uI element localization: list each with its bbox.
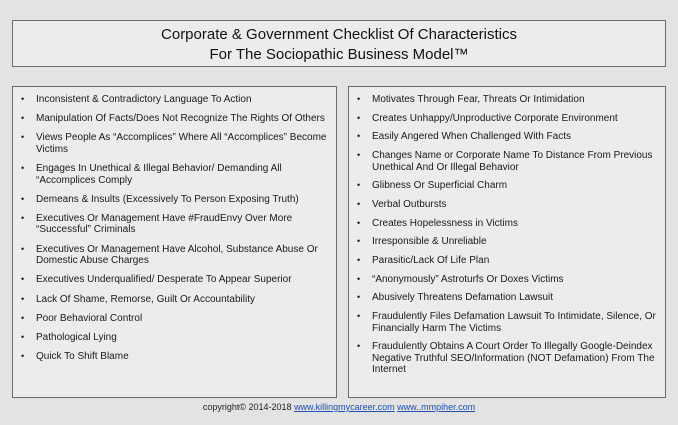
checklist-item-text: Inconsistent & Contradictory Language To Action	[36, 94, 252, 105]
checklist-item	[21, 351, 330, 363]
checklist-item-text: Poor Behavioral Control	[36, 312, 143, 324]
bullet-icon: •	[357, 236, 361, 247]
checklist-item	[21, 313, 330, 325]
checklist-item-text: Easily Angered When Challenged With Facts	[372, 131, 571, 143]
checklist-item	[21, 274, 330, 286]
checklist-item	[21, 294, 330, 306]
checklist-item-text: Verbal Outbursts	[372, 198, 447, 210]
bullet-icon: •	[357, 341, 361, 352]
checklist-item-text: Creates Hopelessness in Victims	[372, 217, 518, 229]
checklist-item-text: Changes Name or Corporate Name To Distance From Previous Unethical And Or Illegal Behavior	[372, 150, 653, 173]
copyright-text: copyright© 2014-2018	[202, 402, 295, 412]
bullet-icon: •	[357, 217, 361, 228]
checklist-item	[357, 150, 659, 173]
bullet-icon: •	[21, 243, 25, 254]
checklist-item	[357, 180, 659, 192]
footer	[0, 401, 678, 413]
left-checklist-box	[12, 86, 337, 398]
checklist-item	[21, 94, 330, 106]
bullet-icon: •	[357, 131, 361, 142]
checklist-item-text: Abusively Threatens Defamation Lawsuit	[372, 292, 554, 304]
bullet-icon: •	[21, 312, 25, 323]
bullet-icon: •	[21, 193, 25, 204]
right-checklist	[357, 94, 659, 376]
checklist-item	[21, 163, 330, 186]
bullet-icon: •	[21, 293, 25, 304]
checklist-item	[21, 332, 330, 344]
checklist-item-text: Demeans & Insults (Excessively To Person Exposing Truth)	[36, 193, 299, 205]
checklist-item-text: Parasitic/Lack Of Life Plan	[372, 255, 490, 266]
checklist-item-text: Irresponsible & Unreliable	[372, 236, 487, 248]
checklist-item-text: Engages In Unethical & Illegal Behavior/ Demanding All “Accomplices Comply	[36, 163, 282, 186]
title-line-1: Corporate & Government Checklist Of Characteristics	[161, 26, 517, 43]
checklist-item	[357, 311, 659, 334]
checklist-item	[357, 113, 659, 125]
bullet-icon: •	[21, 132, 25, 143]
right-checklist-box	[348, 86, 666, 398]
checklist-item	[357, 274, 659, 286]
title-line-2: For The Sociopathic Business Model™	[209, 46, 469, 63]
bullet-icon: •	[357, 150, 361, 161]
checklist-item-text: Manipulation Of Facts/Does Not Recognize The Rights Of Others	[36, 113, 325, 125]
checklist-item	[357, 218, 659, 230]
checklist-item	[357, 131, 659, 143]
bullet-icon: •	[357, 255, 361, 265]
checklist-item	[357, 94, 659, 106]
checklist-item-text: Executives Or Management Have #FraudEnvy Over More “Successful” Criminals	[36, 212, 293, 236]
checklist-item	[21, 244, 330, 267]
bullet-icon: •	[357, 311, 361, 322]
checklist-item	[21, 213, 330, 236]
checklist-item	[357, 341, 659, 376]
checklist-item-text: Pathological Lying	[36, 331, 117, 343]
bullet-icon: •	[21, 94, 25, 104]
bullet-icon: •	[357, 94, 361, 104]
bullet-icon: •	[21, 351, 25, 362]
bullet-icon: •	[21, 331, 25, 342]
checklist-item-text: Executives Or Management Have Alcohol, Substance Abuse Or Domestic Abuse Charges	[36, 243, 318, 267]
checklist-item-text: Motivates Through Fear, Threats Or Intimidation	[372, 94, 585, 105]
bullet-icon: •	[21, 274, 25, 285]
checklist-item	[21, 113, 330, 125]
bullet-icon: •	[21, 212, 25, 223]
checklist-item	[357, 292, 659, 304]
checklist-item-text: Quick To Shift Blame	[36, 351, 129, 363]
bullet-icon: •	[357, 112, 361, 123]
link-mmpiher[interactable]: www..mmpiher.com	[397, 402, 476, 412]
checklist-item-text: Glibness Or Superficial Charm	[372, 180, 508, 192]
checklist-item-text: Creates Unhappy/Unproductive Corporate Environment	[372, 112, 618, 124]
checklist-item	[21, 132, 330, 155]
bullet-icon: •	[21, 163, 25, 174]
link-killingmycareer[interactable]: www.killingmycareer.com	[294, 402, 395, 412]
left-checklist	[21, 94, 330, 363]
bullet-icon: •	[357, 273, 361, 284]
checklist-item-text: Fraudulently Files Defamation Lawsuit To Intimidate, Silence, Or Financially Harm The Victims	[372, 311, 656, 334]
bullet-icon: •	[21, 113, 25, 124]
checklist-item	[21, 194, 330, 206]
checklist-item-text: “Anonymously” Astroturfs Or Doxes Victims	[372, 273, 564, 285]
bullet-icon: •	[357, 292, 361, 303]
checklist-item-text: Lack Of Shame, Remorse, Guilt Or Accountability	[36, 293, 255, 305]
checklist-item-text: Executives Underqualified/ Desperate To Appear Superior	[36, 274, 292, 286]
checklist-item	[357, 199, 659, 211]
bullet-icon: •	[357, 180, 361, 191]
title-box	[12, 20, 666, 67]
checklist-item	[357, 255, 659, 267]
checklist-item	[357, 236, 659, 248]
checklist-item-text: Views People As “Accomplices” Where All “Accomplices” Become Victims	[36, 132, 327, 155]
checklist-item-text: Fraudulently Obtains A Court Order To Illegally Google-Deindex Negative Truthful SEO/Information (NOT Defamation) From The Internet	[372, 341, 655, 376]
bullet-icon: •	[357, 198, 361, 209]
